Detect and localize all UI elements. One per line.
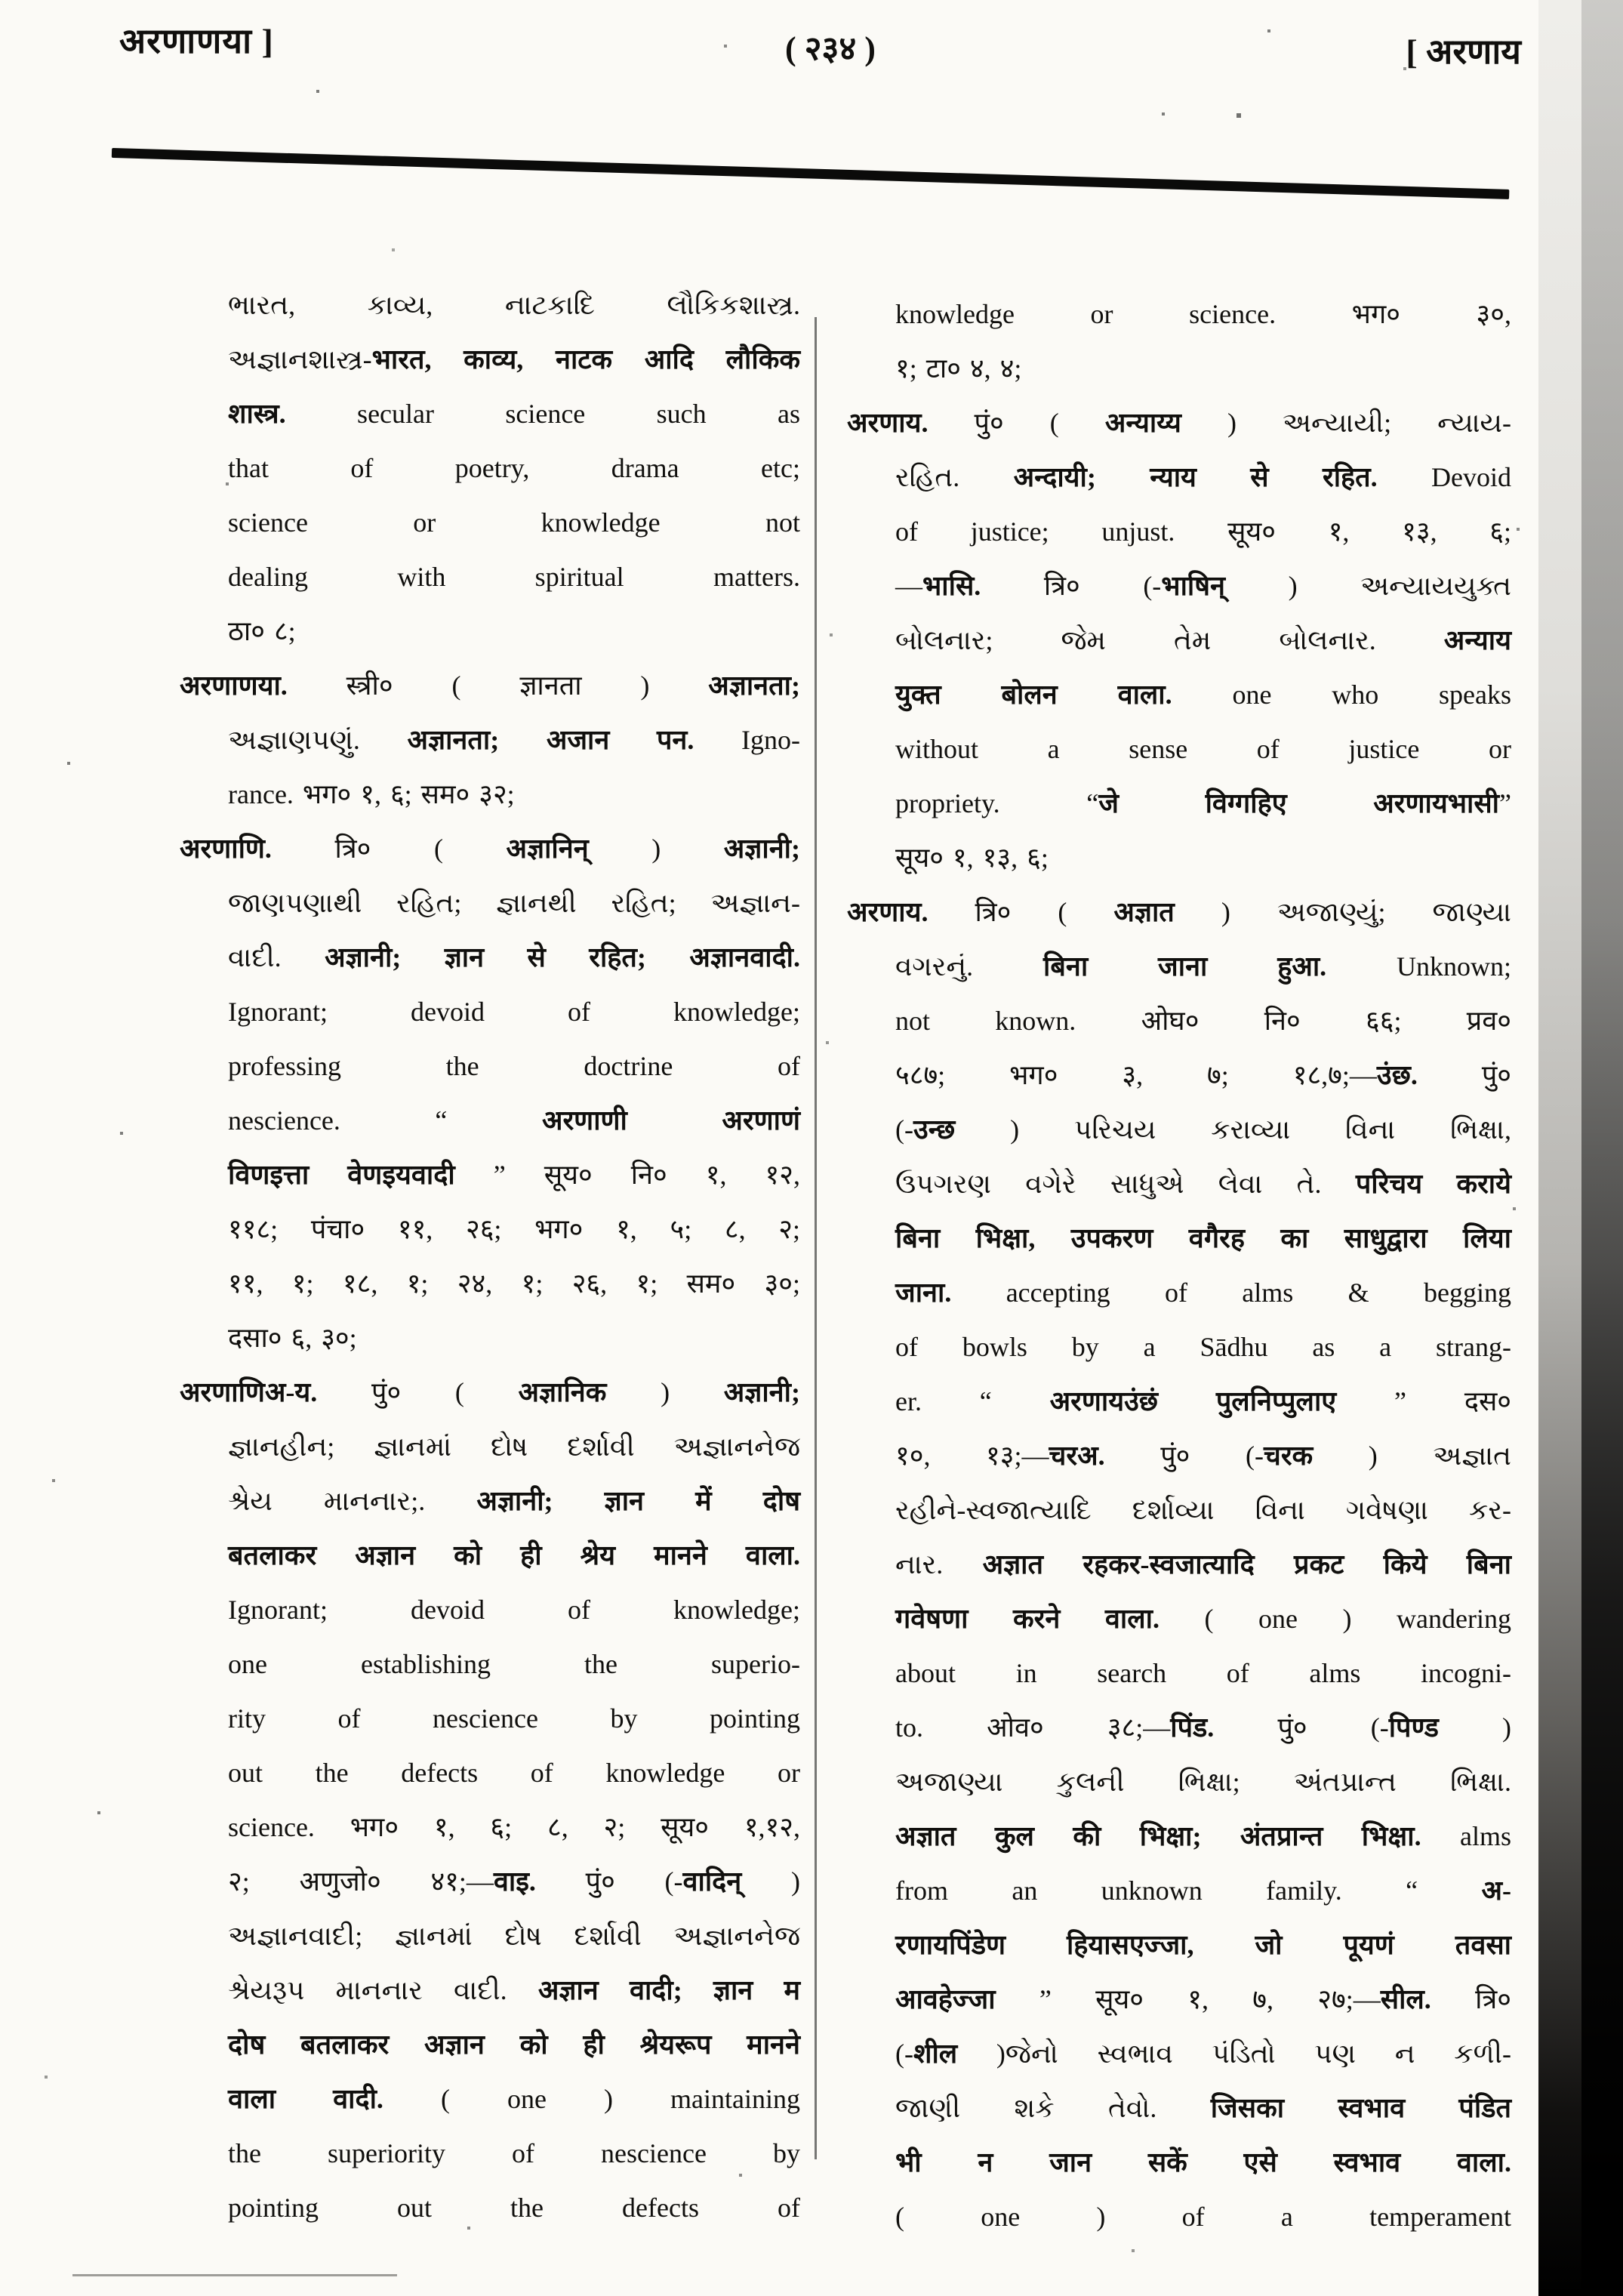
- text-segment: not known. ओघ० नि० ६६; प्रव०: [895, 1006, 1511, 1036]
- dictionary-entry: [180, 821, 800, 1365]
- text-line: [847, 450, 1511, 504]
- page-number: ( २३४ ): [785, 30, 876, 67]
- text-segment: રહીને-સ્વજાત્યાદિ દર્શાવ્યા વિના ગવેષણા કર-: [895, 1495, 1511, 1525]
- text-segment: त्रि० (: [271, 834, 507, 864]
- text-segment: बतलाकर अज्ञान को ही श्रेय मानने वाला.: [228, 1540, 800, 1570]
- text-segment: अन्याय्य: [1104, 408, 1181, 438]
- text-segment: dealing with spiritual matters.: [228, 562, 800, 592]
- text-segment: त्रि० (: [928, 897, 1114, 927]
- text-line: [847, 1700, 1511, 1755]
- text-segment: सूय० १, १३, ६;: [895, 843, 1049, 873]
- text-segment: Unknown;: [1326, 951, 1512, 982]
- text-segment: ( one ) maintaining: [383, 2084, 801, 2114]
- text-line: [847, 1592, 1511, 1646]
- text-line: [847, 1265, 1511, 1320]
- text-segment: अन्दायी; न्याय से रहित.: [1013, 462, 1378, 492]
- text-segment: of justice; unjust. सूय० १, १३, ६;: [895, 516, 1511, 547]
- text-segment: उंछ.: [1376, 1060, 1418, 1090]
- text-segment: ): [1438, 1712, 1511, 1743]
- text-segment: पिंड.: [1170, 1712, 1215, 1743]
- dictionary-entry: [180, 1365, 800, 2235]
- text-line: [847, 1918, 1511, 1972]
- text-segment: अज्ञानता;: [708, 670, 800, 701]
- text-line: [847, 287, 1511, 341]
- text-segment: alms: [1421, 1821, 1511, 1851]
- text-segment: ): [955, 1114, 1074, 1145]
- text-segment: चरक: [1263, 1441, 1313, 1471]
- text-segment: that of poetry, drama etc;: [228, 453, 800, 483]
- dictionary-entry: [180, 658, 800, 821]
- dictionary-entry: [847, 287, 1511, 396]
- text-segment: अज्ञानता; अजान पन.: [407, 725, 694, 755]
- text-line: [847, 1320, 1511, 1374]
- text-segment: अ-: [1481, 1875, 1511, 1906]
- text-line: [847, 341, 1511, 396]
- text-segment: अज्ञानी;: [723, 1377, 800, 1407]
- text-segment: ): [1181, 408, 1283, 438]
- text-segment: out the defects of knowledge or: [228, 1758, 800, 1788]
- text-segment: ઉપગરણ વગેરે સાધુએ લેવા તે.: [895, 1169, 1356, 1199]
- text-segment: अरणायउंछं पुलनिप्पुलाए: [1049, 1386, 1337, 1416]
- dictionary-entry: [847, 885, 1511, 2244]
- text-segment: the superiority of nescience by: [228, 2138, 800, 2168]
- text-line: [847, 939, 1511, 994]
- text-segment: ” सूय० नि० १, १२,: [454, 1160, 800, 1190]
- text-line: [847, 1428, 1511, 1483]
- text-segment: दसा० ६, ३०;: [228, 1323, 357, 1353]
- text-segment: (-: [895, 1114, 913, 1145]
- text-segment: ”: [1499, 788, 1511, 818]
- text-line: [180, 278, 800, 332]
- text-line: [847, 1809, 1511, 1863]
- text-line: [180, 1528, 800, 1583]
- text-segment: જ્ઞાનહીન; જ્ઞાનમાં દોષ દર્શાવી અજ્ઞાનનેજ: [228, 1432, 800, 1462]
- text-segment: बिना जाना हुआ.: [1043, 951, 1327, 982]
- text-line: [180, 1311, 800, 1365]
- text-line: [180, 1854, 800, 1909]
- header-keyword-left: अरणाणया ]: [119, 22, 274, 60]
- text-line: [180, 1909, 800, 1963]
- header-rule: [112, 148, 1510, 199]
- text-segment: वाइ.: [493, 1866, 536, 1897]
- scan-noise: [0, 0, 2, 2]
- entry-head-line: [847, 396, 1511, 450]
- text-segment: about in search of alms incogni-: [895, 1658, 1511, 1688]
- text-line: [847, 2135, 1511, 2190]
- text-segment: आवहेज्जा: [895, 1984, 996, 2014]
- text-segment: अरणाणया.: [180, 670, 288, 701]
- text-segment: ५८७; भग० ३, ७; १८,७;—: [895, 1060, 1377, 1090]
- text-segment: ” सूय० १, ७, २७;—: [995, 1984, 1381, 2014]
- text-segment: अज्ञानी; ज्ञान से रहित; अज्ञानवादी.: [325, 942, 801, 972]
- text-segment: पिण्ड: [1388, 1712, 1439, 1743]
- text-segment: अज्ञात कुल की भिक्षा; अंतप्रान्त भिक्षा.: [895, 1821, 1421, 1851]
- text-line: [847, 2081, 1511, 2135]
- text-segment: રહિત.: [895, 462, 1014, 492]
- text-segment: चरअ.: [1049, 1441, 1105, 1471]
- text-segment: त्रि० (-: [981, 571, 1162, 601]
- right-column: [847, 287, 1511, 2244]
- text-segment: ११८; पंचा० ११, २६; भग० १, ५; ८, २;: [228, 1214, 800, 1244]
- text-segment: knowledge or science. भग० ३०,: [895, 299, 1511, 329]
- text-line: [180, 1583, 800, 1637]
- text-segment: અજ્ઞાનશાસ્ત્ર-: [228, 344, 372, 374]
- text-line: [180, 876, 800, 930]
- text-segment: nescience. “: [228, 1105, 542, 1136]
- text-line: [180, 1800, 800, 1854]
- dictionary-entry: [180, 278, 800, 658]
- text-segment: અન્યાયી; ન્યાય-: [1283, 408, 1511, 438]
- text-line: [180, 1256, 800, 1311]
- text-line: [847, 1374, 1511, 1428]
- text-line: [847, 994, 1511, 1048]
- text-line: [180, 1148, 800, 1202]
- text-segment: propriety. “: [895, 788, 1099, 818]
- text-segment: without a sense of justice or: [895, 734, 1511, 764]
- text-segment: अरणाणि.: [180, 834, 272, 864]
- text-segment: ११, १; १८, १; २४, १; २६, १; सम० ३०;: [228, 1268, 800, 1299]
- text-segment: શ્રેયરૂપ માનનાર વાદી.: [228, 1975, 538, 2005]
- text-line: [847, 1537, 1511, 1592]
- text-segment: Igno-: [694, 725, 801, 755]
- text-segment: त्रि०: [1431, 1984, 1512, 2014]
- text-segment: अन्याय: [1443, 625, 1511, 655]
- text-segment: वादिन्: [682, 1866, 742, 1897]
- text-line: [847, 613, 1511, 667]
- text-segment: भाषिन्: [1161, 571, 1226, 601]
- text-line: [180, 550, 800, 604]
- text-segment: दोष बतलाकर अज्ञान को ही श्रेयरूप मानने: [228, 2029, 800, 2060]
- left-column: [180, 278, 800, 2235]
- text-segment: અજાણ્યું; જાણ્યા: [1277, 897, 1511, 927]
- text-segment: જાણપણાથી રહિત; જ્ઞાનથી રહિત; અજ્ઞાન-: [228, 888, 800, 918]
- text-segment: युक्त बोलन वाला.: [895, 680, 1172, 710]
- text-segment: નાર.: [895, 1549, 983, 1579]
- text-line: [180, 2126, 800, 2180]
- text-segment: Ignorant; devoid of knowledge;: [228, 997, 800, 1027]
- text-segment: one who speaks: [1172, 680, 1511, 710]
- text-segment: professing the doctrine of: [228, 1051, 800, 1081]
- text-line: [180, 1419, 800, 1474]
- text-line: [180, 1963, 800, 2017]
- text-segment: અજ્ઞાત: [1433, 1441, 1511, 1471]
- text-line: [180, 1637, 800, 1691]
- text-segment: अज्ञात: [1113, 897, 1175, 927]
- text-segment: વાદી.: [228, 942, 325, 972]
- text-line: [847, 559, 1511, 613]
- text-segment: science. भग० १, ६; ८, २; सूय० १,१२,: [228, 1812, 800, 1842]
- text-line: [180, 1039, 800, 1093]
- text-segment: पुं०: [1417, 1060, 1512, 1090]
- text-segment: ठा० ८;: [228, 616, 296, 646]
- text-segment: पुं० (: [317, 1377, 519, 1407]
- text-line: [847, 667, 1511, 722]
- text-segment: जिसका स्वभाव पंडित: [1210, 2093, 1511, 2123]
- entry-head-line: [847, 885, 1511, 939]
- text-segment: उन्छ: [913, 1114, 956, 1145]
- scan-edge-artifact: [1538, 0, 1623, 2296]
- scan-edge-shadow: [1581, 0, 1623, 2296]
- text-segment: science or knowledge not: [228, 507, 800, 538]
- text-segment: from an unknown family. “: [895, 1875, 1482, 1906]
- text-segment: जाना.: [895, 1277, 952, 1308]
- text-segment: रणायपिंडेण हियासएज्जा, जो पूयणं तवसा: [895, 1930, 1511, 1960]
- text-segment: ” दस०: [1336, 1386, 1511, 1416]
- text-segment: ): [1225, 571, 1361, 601]
- text-segment: वाला वादी.: [228, 2084, 383, 2114]
- text-segment: भारत, काव्य, नाटक आदि लौकिक: [371, 344, 800, 374]
- text-segment: ભારત, કાવ્ય, નાટકાદિ લૌકિકશાસ્ત્ર.: [228, 290, 800, 320]
- text-line: [847, 776, 1511, 831]
- text-line: [847, 1646, 1511, 1700]
- text-segment: અન્યાયયુક્ત: [1360, 571, 1511, 601]
- text-segment: ): [606, 1377, 724, 1407]
- text-segment: અજ્ઞાનવાદી; જ્ઞાનમાં દોષ દર્શાવી અજ્ઞાનનેજ: [228, 1921, 800, 1951]
- text-segment: Ignorant; devoid of knowledge;: [228, 1595, 800, 1625]
- text-segment: शास्त्र.: [228, 399, 286, 429]
- text-line: [180, 767, 800, 821]
- text-segment: परिचय कराये: [1355, 1169, 1512, 1199]
- text-segment: ( one ) of a temperament: [895, 2202, 1511, 2232]
- text-line: [180, 2072, 800, 2126]
- text-line: [847, 1863, 1511, 1918]
- text-segment: અજાણ્યા કુલની ભિક્ષા; અંતપ્રાન્ત ભિક્ષા.: [895, 1767, 1511, 1797]
- entry-head-line: [180, 1365, 800, 1419]
- text-segment: ): [1313, 1441, 1434, 1471]
- entry-head-line: [180, 821, 800, 876]
- text-segment: गवेषणा करने वाला.: [895, 1604, 1160, 1634]
- text-segment: अरणाणिअ-य.: [180, 1377, 318, 1407]
- text-segment: अज्ञात रहकर-स्वजात्यादि प्रकट किये बिना: [982, 1549, 1511, 1579]
- text-segment: to. ओव० ३८;—: [895, 1712, 1171, 1743]
- text-line: [847, 1102, 1511, 1157]
- text-line: [180, 387, 800, 441]
- text-line: [847, 1157, 1511, 1211]
- text-segment: rity of nescience by pointing: [228, 1703, 800, 1734]
- text-segment: Devoid: [1377, 462, 1511, 492]
- text-line: [847, 2026, 1511, 2081]
- text-segment: बिना भिक्षा, उपकरण वगैरह का साधुद्वारा लिया: [895, 1223, 1511, 1253]
- text-segment: જાણી શકે તેવો.: [895, 2093, 1211, 2123]
- text-segment: अज्ञानी; ज्ञान में दोष: [476, 1486, 800, 1516]
- text-line: [180, 495, 800, 550]
- text-segment: जे विग्गहिए अरणायभासी: [1098, 788, 1500, 818]
- text-segment: विणइत्ता वेणइयवादी: [228, 1160, 455, 1190]
- header-keyword-right: [ अरणाय: [1406, 32, 1521, 71]
- text-segment: બોલનાર; જેમ તેમ બોલનાર.: [895, 625, 1444, 655]
- text-line: [180, 441, 800, 495]
- text-segment: one establishing the superio-: [228, 1649, 800, 1679]
- text-segment: પરિચય કરાવ્યા વિના ભિક્ષા,: [1073, 1114, 1511, 1145]
- text-line: [847, 2190, 1511, 2244]
- text-segment: पुं० (-: [1104, 1441, 1264, 1471]
- text-line: [180, 2017, 800, 2072]
- text-segment: २; अणुजो० ४१;—: [228, 1866, 494, 1897]
- text-line: [180, 1691, 800, 1746]
- text-line: [180, 604, 800, 658]
- text-segment: ): [957, 2039, 1006, 2069]
- text-segment: स्त्री० ( ज्ञानता ): [287, 670, 709, 701]
- text-line: [180, 2180, 800, 2235]
- text-segment: secular science such as: [285, 399, 800, 429]
- text-segment: of bowls by a Sādhu as a strang-: [895, 1332, 1511, 1362]
- entry-head-line: [180, 658, 800, 713]
- text-line: [180, 985, 800, 1039]
- text-line: [180, 713, 800, 767]
- text-segment: ): [741, 1866, 800, 1897]
- text-segment: શ્રેય માનનાર;.: [228, 1486, 477, 1516]
- scan-bottom-line: [72, 2274, 397, 2276]
- text-line: [847, 1972, 1511, 2026]
- text-segment: अरणाय.: [847, 408, 929, 438]
- text-segment: વગરનું.: [895, 951, 1043, 982]
- text-segment: अज्ञानी;: [723, 834, 800, 864]
- text-line: [180, 1746, 800, 1800]
- text-segment: अज्ञानिक: [518, 1377, 607, 1407]
- text-segment: अज्ञानिन्: [506, 834, 589, 864]
- text-segment: જેનો સ્વભાવ પંડિતો પણ ન કળી-: [1005, 2039, 1511, 2069]
- text-segment: अज्ञान वादी; ज्ञान म: [537, 1975, 800, 2005]
- text-line: [847, 1755, 1511, 1809]
- text-segment: અજ્ઞાણપણું.: [228, 725, 408, 755]
- text-line: [847, 722, 1511, 776]
- text-segment: ): [588, 834, 724, 864]
- text-segment: १; टा० ४, ४;: [895, 353, 1022, 384]
- text-segment: अरणाणी अरणाणं: [541, 1105, 800, 1136]
- text-line: [847, 504, 1511, 559]
- text-segment: er. “: [895, 1386, 1050, 1416]
- dictionary-entry: [847, 396, 1511, 885]
- text-segment: १०, १३;—: [895, 1441, 1049, 1471]
- text-line: [180, 1202, 800, 1256]
- text-line: [180, 930, 800, 985]
- text-segment: शील: [913, 2039, 958, 2069]
- text-segment: (-: [895, 2039, 913, 2069]
- text-line: [847, 1211, 1511, 1265]
- text-segment: accepting of alms & begging: [951, 1277, 1511, 1308]
- text-line: [180, 332, 800, 387]
- text-line: [847, 1048, 1511, 1102]
- text-segment: पुं० (: [928, 408, 1105, 438]
- text-segment: पुं० (-: [1214, 1712, 1389, 1743]
- column-divider: [815, 317, 817, 2159]
- text-segment: ): [1174, 897, 1277, 927]
- text-segment: pointing out the defects of: [228, 2193, 800, 2223]
- text-segment: ( one ) wandering: [1159, 1604, 1511, 1634]
- text-line: [847, 831, 1511, 885]
- text-segment: भासि.: [922, 571, 981, 601]
- text-segment: भी न जान सकें एसे स्वभाव वाला.: [895, 2147, 1511, 2177]
- text-segment: पुं० (-: [535, 1866, 683, 1897]
- text-segment: सील.: [1380, 1984, 1431, 2014]
- text-line: [180, 1093, 800, 1148]
- text-line: [847, 1483, 1511, 1537]
- text-segment: —: [895, 571, 922, 601]
- text-line: [180, 1474, 800, 1528]
- text-segment: अरणाय.: [847, 897, 929, 927]
- text-segment: rance. भग० १, ६; सम० ३२;: [228, 779, 515, 809]
